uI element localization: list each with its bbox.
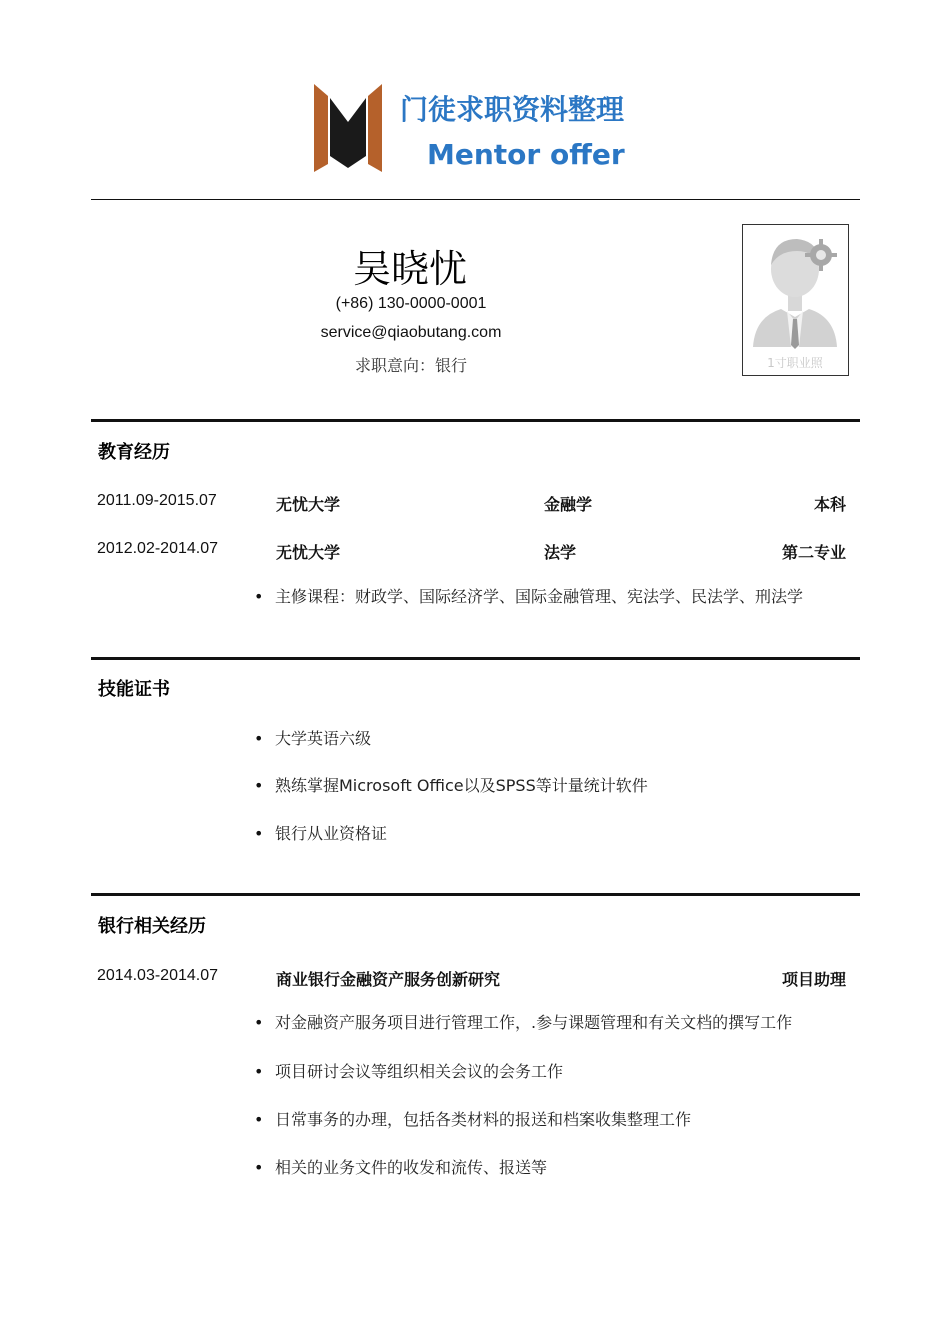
experience-duty: 相关的业务文件的收发和流传、报送等 [275,1158,548,1177]
list-item [254,1012,854,1036]
experience-project-1: 商业银行金融资产服务创新研究 [276,970,501,989]
skills-divider [91,657,860,660]
education-school-1: 无忧大学 [276,495,341,514]
bullet-icon: • [254,1110,264,1129]
experience-title: 银行相关经历 [98,916,206,937]
photo-caption: 1寸职业照 [767,356,823,370]
education-degree-2: 第二专业 [781,543,846,562]
bullet-icon: • [254,1158,264,1177]
education-major-2: 法学 [544,543,577,562]
list-item [254,728,854,752]
list-item [254,1157,854,1181]
list-item [254,1109,854,1133]
bullet-icon: • [254,776,264,795]
course-list: 主修课程：财政学、国际经济学、国际金融管理、宪法学、民法学、刑法学 [275,587,804,606]
bullet-icon: • [254,824,264,843]
header-divider [91,199,860,200]
skill-item: 熟练掌握Microsoft Office以及SPSS等计量统计软件 [275,776,648,795]
list-item [254,775,854,799]
experience-role-1: 项目助理 [781,970,846,989]
education-date-1: 2011.09-2015.07 [97,492,217,509]
education-date-2: 2012.02-2014.07 [97,540,218,557]
job-objective: 求职意向：银行 [354,358,467,375]
profile-photo-placeholder [742,224,849,376]
education-title: 教育经历 [98,442,170,463]
experience-duty: 日常事务的办理，包括各类材料的报送和档案收集整理工作 [275,1110,692,1129]
bullet-icon: • [254,1062,264,1081]
experience-date-1: 2014.03-2014.07 [97,967,218,984]
education-divider [91,419,860,422]
experience-duty: 项目研讨会议等组织相关会议的会务工作 [275,1062,564,1081]
bullet-icon: • [254,587,264,606]
phone-number: (+86) 130-0000-0001 [335,295,487,312]
email-address: service@qiaobutang.com [320,324,502,341]
skill-item: 大学英语六级 [275,729,372,748]
candidate-name: 吴晓忧 [352,247,467,291]
brand-name-cn: 门徒求职资料整理 [400,93,625,126]
person-silhouette-icon [743,225,848,375]
education-major-1: 金融学 [544,495,593,514]
bullet-icon: • [254,1013,264,1032]
education-school-2: 无忧大学 [276,543,341,562]
experience-divider [91,893,860,896]
skills-title: 技能证书 [98,679,170,700]
skill-item: 银行从业资格证 [275,824,388,843]
list-item [254,1061,854,1085]
experience-duty: 对金融资产服务项目进行管理工作，.参与课题管理和有关文档的撰写工作 [275,1013,793,1032]
mentor-logo-icon [314,84,382,174]
list-item [254,823,854,847]
brand-name-en: Mentor offer [427,138,625,171]
bullet-icon: • [254,729,264,748]
education-degree-1: 本科 [813,495,846,514]
list-item [254,586,854,610]
